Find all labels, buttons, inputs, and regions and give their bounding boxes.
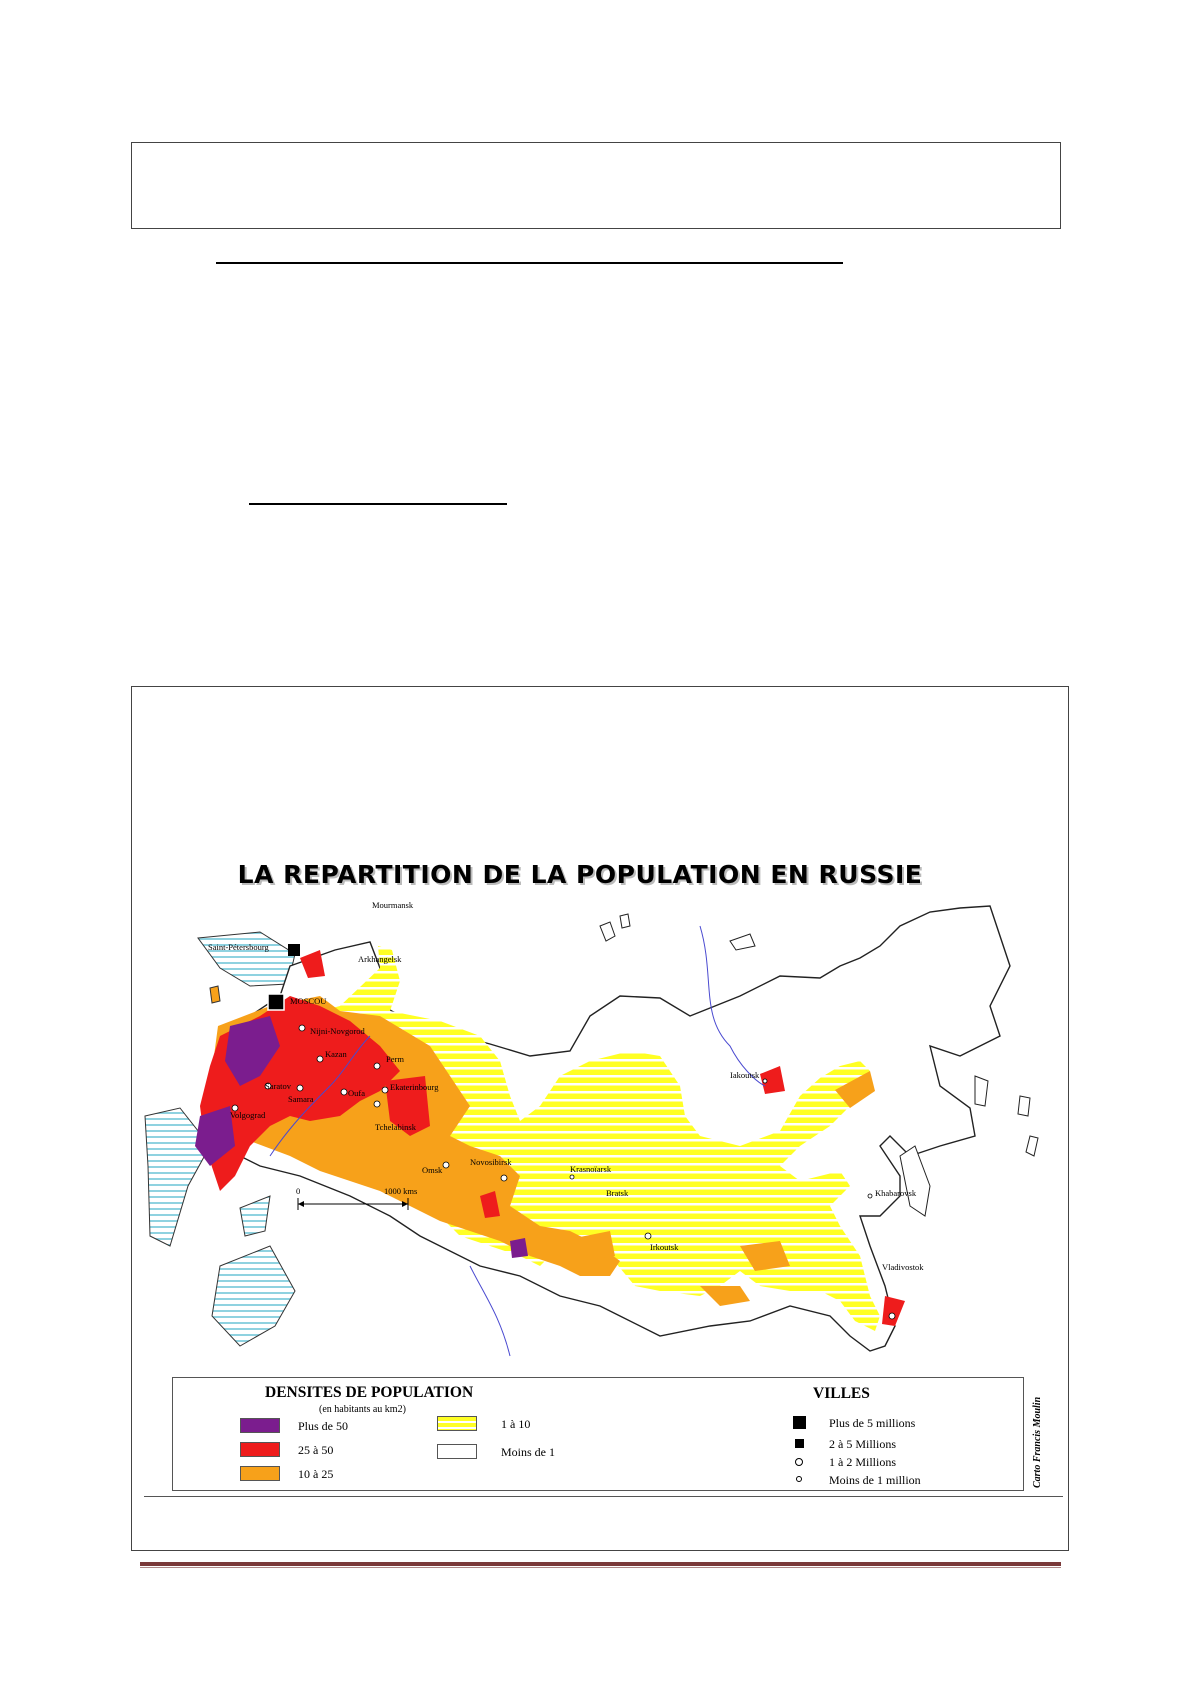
city-marker-circle: [501, 1175, 507, 1181]
caspian-area: [212, 1246, 295, 1346]
density-legend-subtitle: (en habitants au km2): [319, 1404, 406, 1415]
city-marker-circle: [382, 1087, 388, 1093]
subsection-title-underline: [249, 503, 507, 505]
city-label: Krasnoïarsk: [570, 1164, 612, 1174]
legend-label-25-50: 25 à 50: [298, 1443, 334, 1457]
city-label: MOSCOU: [290, 996, 327, 1006]
city-label: Bratsk: [606, 1188, 629, 1198]
scale-distance-label: 1000 kms: [384, 1186, 418, 1196]
density-zone-25-50: [882, 1296, 905, 1326]
footer-rule-thin: [140, 1567, 1061, 1568]
city-label: Arkhangelsk: [358, 954, 402, 964]
city-label: Khabarovsk: [875, 1188, 917, 1198]
density-zone-over-50: [510, 1238, 528, 1258]
swatch-25-50: [240, 1442, 280, 1457]
city-label: Volgograd: [230, 1110, 266, 1120]
island: [1026, 1136, 1038, 1156]
legend-label-over-50: Plus de 50: [298, 1419, 349, 1433]
city-label: Nijni-Novgorod: [310, 1026, 365, 1036]
city-marker-circle: [341, 1089, 347, 1095]
city-label: Iakoutsk: [730, 1070, 760, 1080]
legend-label-10-25: 10 à 25: [298, 1467, 334, 1481]
city-label: Omsk: [422, 1165, 443, 1175]
legend-city-2-5m: 2 à 5 Millions: [829, 1437, 897, 1451]
city-marker-small-circle: [763, 1079, 767, 1083]
section-title-underline: [216, 262, 843, 264]
city-marker-circle: [297, 1085, 303, 1091]
city-marker-circle: [889, 1313, 895, 1319]
city-label: Samara: [288, 1094, 314, 1104]
city-label: Oufa: [348, 1088, 365, 1098]
small-black-square-icon: [795, 1439, 804, 1448]
header-box: [131, 142, 1061, 229]
city-marker-small-circle: [868, 1194, 872, 1198]
swatch-10-25: [240, 1466, 280, 1481]
large-black-square-icon: [793, 1416, 806, 1429]
legend-label-1-10: 1 à 10: [501, 1417, 531, 1431]
city-label: Tchelabinsk: [375, 1122, 416, 1132]
legend-city-over-5m: Plus de 5 millions: [829, 1416, 916, 1430]
city-marker-circle: [374, 1101, 380, 1107]
sakhalin: [900, 1146, 930, 1216]
city-label: Ekaterinbourg: [390, 1082, 439, 1092]
city-marker-circle: [645, 1233, 651, 1239]
legend-label-under-1: Moins de 1: [501, 1445, 555, 1459]
svg-text:Carto Francis Moulin: Carto Francis Moulin: [1032, 1396, 1043, 1488]
city-marker-circle: [317, 1056, 323, 1062]
city-label: Kazan: [325, 1049, 347, 1059]
open-circle-icon: [795, 1458, 803, 1466]
cartographer-signature: [1027, 1384, 1045, 1492]
city-marker-circle: [443, 1162, 449, 1168]
city-marker-circle: [374, 1063, 380, 1069]
density-legend-title: DENSITES DE POPULATION: [265, 1384, 474, 1401]
caspian-sea: [240, 1196, 270, 1236]
swatch-1-10: [437, 1416, 477, 1431]
swatch-under-1: [437, 1444, 477, 1459]
scale-zero-label: 0: [296, 1186, 301, 1196]
legend-city-under-1m: Moins de 1 million: [829, 1473, 921, 1487]
city-label: Perm: [386, 1054, 404, 1064]
legend-bottom-rule: [144, 1496, 1063, 1497]
city-label: Saint-Pétersbourg: [208, 942, 269, 952]
city-marker-large-square: [268, 994, 284, 1010]
footer-rule: [140, 1562, 1061, 1566]
city-label: Saratov: [265, 1081, 291, 1091]
finland-area: [198, 932, 295, 986]
city-label: Irkoutsk: [650, 1242, 679, 1252]
city-marker-small-circle: [570, 1175, 574, 1179]
legend-city-1-2m: 1 à 2 Millions: [829, 1455, 897, 1469]
island: [600, 922, 615, 941]
island: [620, 914, 630, 928]
city-marker-circle: [299, 1025, 305, 1031]
swatch-over-50: [240, 1418, 280, 1433]
map-title: LA REPARTITION DE LA POPULATION EN RUSSIE: [237, 860, 923, 889]
city-label: Mourmansk: [372, 900, 414, 910]
island: [975, 1076, 988, 1106]
city-label: Vladivostok: [882, 1262, 924, 1272]
kaliningrad-enclave: [210, 986, 220, 1003]
city-label: Novosibirsk: [470, 1157, 512, 1167]
city-marker-large-square: [288, 944, 300, 956]
legend: [172, 1377, 1024, 1491]
island: [1018, 1096, 1030, 1116]
island: [730, 934, 755, 950]
cities-legend-title: VILLES: [813, 1385, 870, 1402]
small-open-circle-icon: [796, 1476, 802, 1482]
